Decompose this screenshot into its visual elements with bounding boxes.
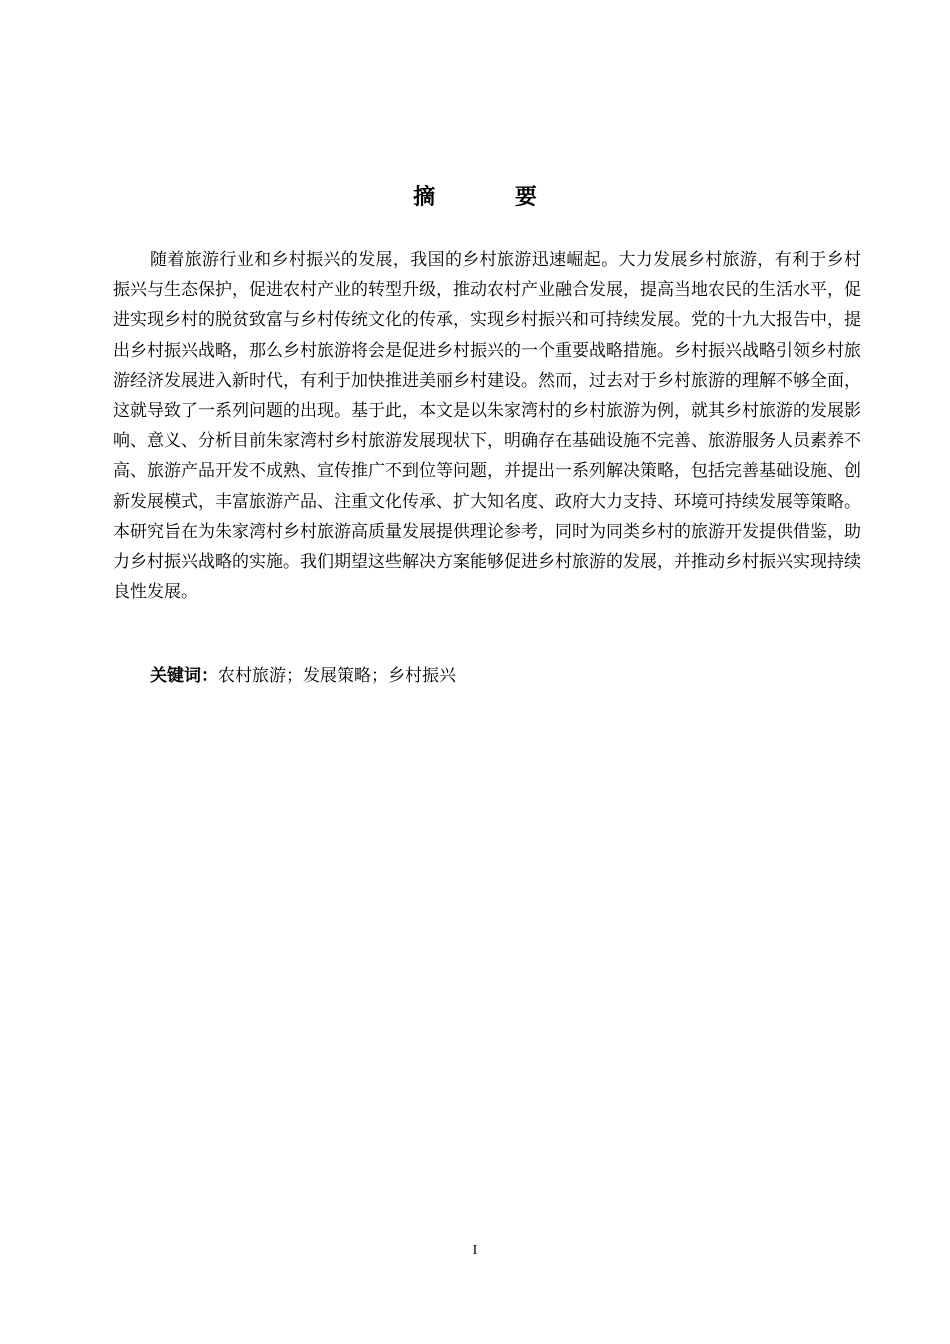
abstract-paragraph: 随着旅游行业和乡村振兴的发展，我国的乡村旅游迅速崛起。大力发展乡村旅游，有利于乡村振兴与生态保护，促进农村产业的转型升级，推动农村产业融合发展，提高当地农民的生活水平，促进实现乡村的脱贫致富与乡村传统文化的传承，实现乡村振兴和可持续发展。党的十九大报告中，提出乡村振兴战略，那么乡村旅游将会是促进乡村振兴的一个重要战略措施。乡村振兴战略引领乡村旅游经济发展进入新时代，有利于加快推进美丽乡村建设。然而，过去对于乡村旅游的理解不够全面，这就导致了一系列问题的出现。基于此，本文是以朱家湾村的乡村旅游为例，就其乡村旅游的发展影响、意义、分析目前朱家湾村乡村旅游发展现状下，明确存在基础设施不完善、旅游服务人员素养不高、旅游产品开发不成熟、宣传推广不到位等问题，并提出一系列解决策略，包括完善基础设施、创新发展模式，丰富旅游产品、注重文化传承、扩大知名度、政府大力支持、环境可持续发展等策略。本研究旨在为朱家湾村乡村旅游高质量发展提供理论参考，同时为同类乡村的旅游开发提供借鉴，助力乡村振兴战略的实施。我们期望这些解决方案能够促进乡村旅游的发展，并推动乡村振兴实现持续良性发展。: [113, 250, 861, 603]
abstract-title: 摘 要: [413, 185, 573, 210]
page-number: I: [472, 1243, 478, 1258]
keywords-line: [150, 661, 850, 691]
keywords-label: 关键词：: [150, 666, 218, 686]
keywords-value: 农村旅游；发展策略；乡村振兴: [218, 666, 456, 686]
